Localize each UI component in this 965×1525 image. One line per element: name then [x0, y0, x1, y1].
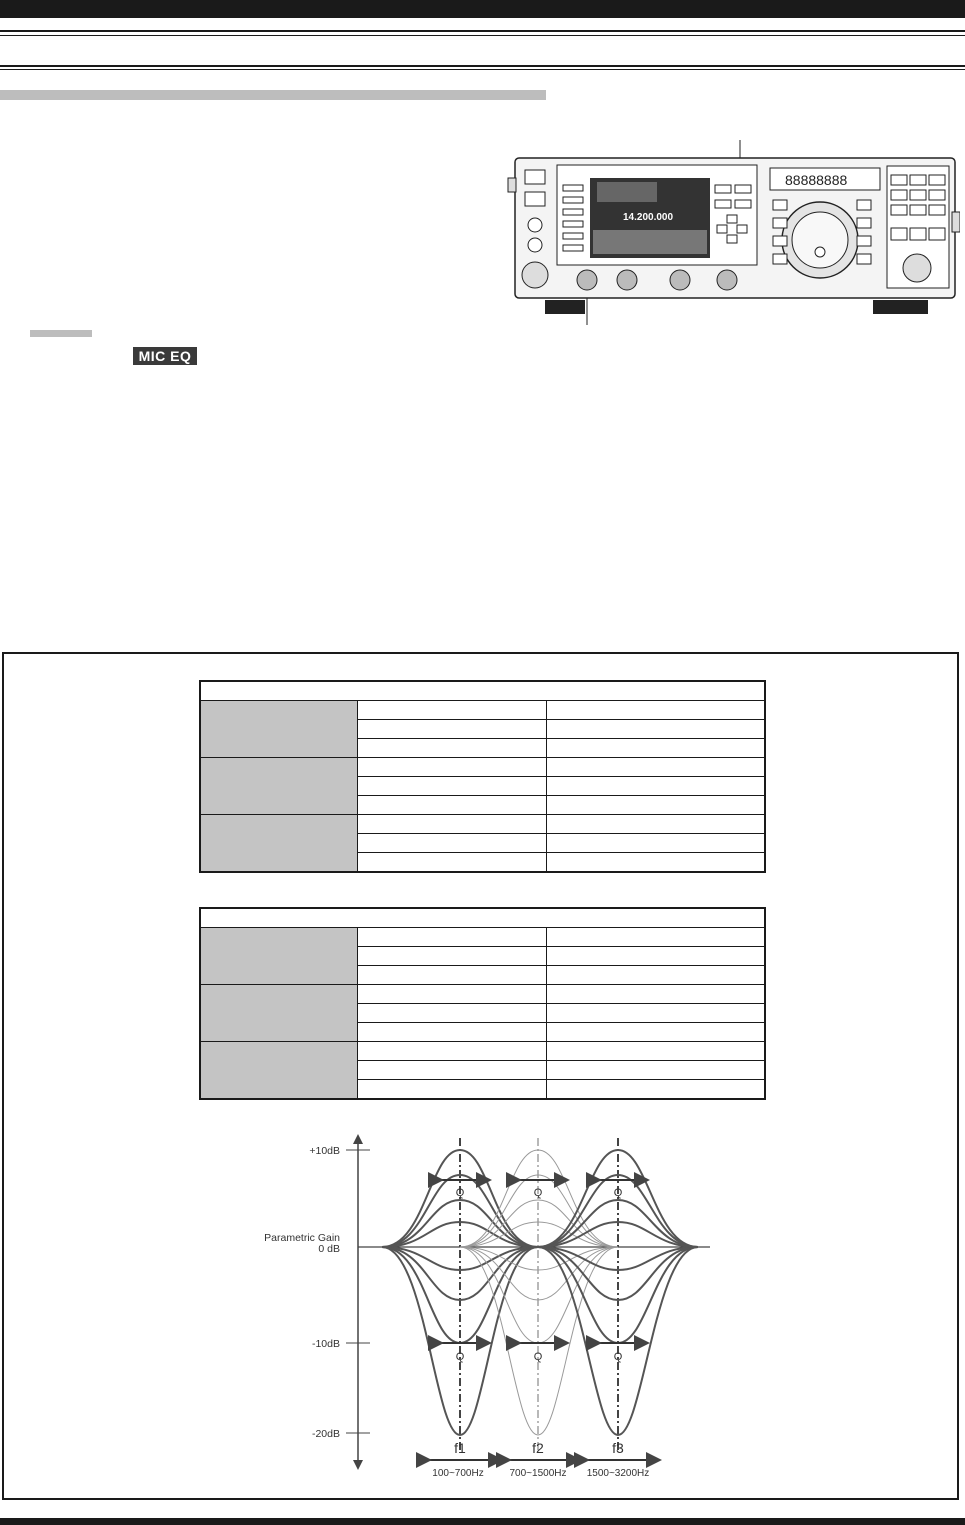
y-axis-arrow-down [353, 1460, 363, 1470]
table-cell [546, 1080, 765, 1100]
table-cell [546, 853, 765, 873]
table-cell [358, 985, 546, 1004]
header-bar [0, 0, 965, 18]
y-axis-arrow-up [353, 1134, 363, 1144]
band-label-f1: f1 [454, 1440, 466, 1456]
table-cell [546, 985, 765, 1004]
table-cell [358, 701, 546, 720]
table-cell [358, 1061, 546, 1080]
y-label-plus10: +10dB [309, 1145, 340, 1157]
table-cell [546, 815, 765, 834]
param-group-cell [200, 985, 358, 1042]
footer-bar [0, 1518, 965, 1525]
parametric-eq-graph [240, 1130, 720, 1482]
y-label-parametric-gain: Parametric Gain [264, 1232, 340, 1244]
q-label: Q [613, 1351, 623, 1363]
parameter-table-2 [199, 907, 766, 1100]
transceiver-front-panel-illustration [505, 140, 960, 325]
q-label: Q [533, 1351, 543, 1363]
band-range-f1: 100~700Hz [432, 1468, 484, 1479]
table-cell [546, 739, 765, 758]
band-label-f2: f2 [532, 1440, 544, 1456]
section-rule [0, 69, 965, 70]
table-cell [358, 1042, 546, 1061]
param-group-cell [200, 928, 358, 985]
table-cell [546, 701, 765, 720]
table-cell [358, 777, 546, 796]
section-rule [0, 65, 965, 67]
param-group-cell [200, 815, 358, 873]
table-cell [546, 1042, 765, 1061]
table-cell [358, 834, 546, 853]
table-header [200, 908, 765, 928]
y-label-minus10: -10dB [311, 1338, 340, 1350]
param-group-cell [200, 1042, 358, 1100]
table-cell [546, 720, 765, 739]
q-label: Q [613, 1187, 623, 1199]
table-cell [358, 1023, 546, 1042]
table-cell [546, 758, 765, 777]
parameter-table-1 [199, 680, 766, 873]
note-label-bar [30, 330, 92, 337]
q-width-arrows [436, 1180, 642, 1343]
param-group-cell [200, 758, 358, 815]
band-range-f3: 1500~3200Hz [586, 1468, 650, 1479]
table-cell [546, 796, 765, 815]
table-cell [358, 966, 546, 985]
table-cell [546, 1061, 765, 1080]
param-group-cell [200, 701, 358, 758]
table-cell [546, 966, 765, 985]
table-cell [358, 853, 546, 873]
table-cell [358, 928, 546, 947]
q-label: Q [455, 1351, 465, 1363]
table-cell [546, 1004, 765, 1023]
table-cell [358, 796, 546, 815]
y-label-minus20: -20dB [311, 1428, 340, 1440]
table-cell [546, 777, 765, 796]
table-cell [358, 1004, 546, 1023]
y-label-zero: 0 dB [318, 1243, 340, 1255]
table-cell [358, 1080, 546, 1100]
table-cell [358, 720, 546, 739]
table-header [200, 681, 765, 701]
table-cell [546, 1023, 765, 1042]
table-cell [358, 815, 546, 834]
band-range-f2: 700~1500Hz [509, 1468, 567, 1479]
table-cell [546, 928, 765, 947]
table-cell [358, 739, 546, 758]
table-cell [358, 947, 546, 966]
svg-text:88888888: 88888888 [785, 172, 848, 188]
band-label-f3: f3 [612, 1440, 624, 1456]
mic-eq-indicator: MIC EQ [133, 347, 197, 365]
header-rule [0, 30, 965, 32]
svg-text:14.200.000: 14.200.000 [623, 212, 674, 223]
section-heading-bar [0, 90, 546, 100]
q-label: Q [533, 1187, 543, 1199]
table-cell [358, 758, 546, 777]
header-rule [0, 35, 965, 36]
table-cell [546, 947, 765, 966]
table-cell [546, 834, 765, 853]
q-label: Q [455, 1187, 465, 1199]
